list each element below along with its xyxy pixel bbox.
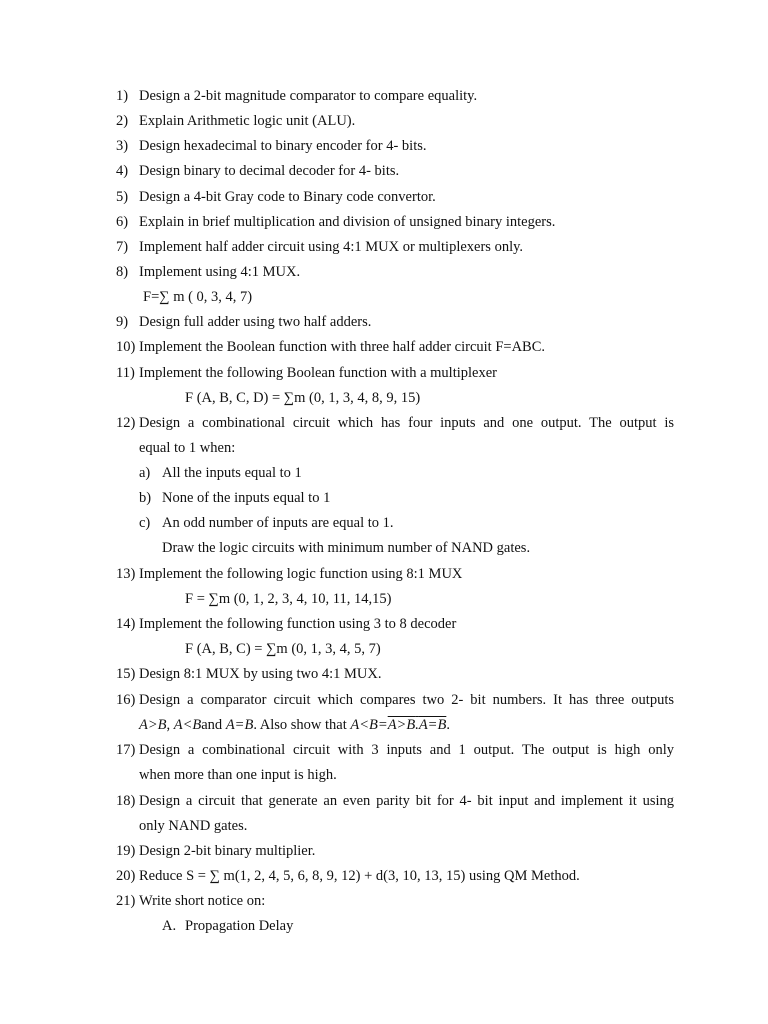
subitem-text: Propagation Delay (185, 918, 294, 934)
question-number: 1) (116, 88, 129, 104)
question-text: Write short notice on: (139, 893, 266, 909)
question-text-continued: only NAND gates. (139, 818, 248, 834)
question-14-formula (0, 637, 768, 662)
question-text: Design binary to decimal decoder for 4- bits. (139, 163, 400, 179)
question-12-continued (0, 436, 768, 461)
question-text: Design hexadecimal to binary encoder for 4- bits. (139, 138, 427, 154)
note-text: Draw the logic circuits with minimum number of NAND gates. (162, 540, 531, 556)
question-text: Design 2-bit binary multiplier. (139, 843, 316, 859)
question-number: 21) (116, 893, 136, 909)
question-19 (0, 839, 768, 864)
formula: F=∑ m ( 0, 3, 4, 7) (143, 289, 253, 305)
subitem-A (0, 914, 768, 939)
question-12-note (0, 536, 768, 561)
question-text: Reduce S = ∑ m(1, 2, 4, 5, 6, 8, 9, 12) + d(3, 10, 13, 15) using QM Method. (139, 868, 580, 884)
subitem-a (0, 461, 768, 486)
question-20 (0, 864, 768, 889)
question-text: Explain in brief multiplication and division of unsigned binary integers. (139, 214, 556, 230)
question-number: 5) (116, 189, 129, 205)
formula: F = ∑m (0, 1, 2, 3, 4, 10, 11, 14,15) (185, 591, 392, 607)
question-text: Implement the Boolean function with three half adder circuit F=ABC. (139, 339, 546, 355)
question-number: 19) (116, 843, 136, 859)
subitem-b (0, 486, 768, 511)
question-18 (0, 789, 768, 814)
question-number: 14) (116, 616, 136, 632)
question-15 (0, 662, 768, 687)
question-text: Implement the following function using 3 to 8 decoder (139, 616, 457, 632)
question-16 (0, 688, 768, 713)
question-11-formula (0, 386, 768, 411)
question-2 (0, 109, 768, 134)
question-text: Design a 4-bit Gray code to Binary code convertor. (139, 189, 436, 205)
subitem-text: All the inputs equal to 1 (162, 465, 302, 481)
question-text: Implement using 4:1 MUX. (139, 264, 301, 280)
question-text: Design 8:1 MUX by using two 4:1 MUX. (139, 666, 382, 682)
question-number: 20) (116, 868, 136, 884)
question-text: Design a combinational circuit with 3 inputs and 1 output. The output is high only (139, 742, 674, 758)
question-text-continued: equal to 1 when: (139, 440, 236, 456)
question-text: Implement the following logic function using 8:1 MUX (139, 566, 463, 582)
math-expression: A>B, A<Band A=B. Also show that A<B=A>B.A=B. (139, 717, 450, 733)
question-number: 18) (116, 793, 136, 809)
question-number: 17) (116, 742, 136, 758)
question-number: 4) (116, 163, 129, 179)
question-13 (0, 562, 768, 587)
question-number: 10) (116, 339, 136, 355)
subitem-label: c) (139, 515, 151, 531)
formula: F (A, B, C) = ∑m (0, 1, 3, 4, 5, 7) (185, 641, 381, 657)
question-6 (0, 210, 768, 235)
question-5 (0, 185, 768, 210)
question-number: 16) (116, 692, 136, 708)
subitem-text: None of the inputs equal to 1 (162, 490, 331, 506)
question-text: Implement the following Boolean function with a multiplexer (139, 365, 497, 381)
question-10 (0, 335, 768, 360)
question-number: 7) (116, 239, 129, 255)
question-number: 15) (116, 666, 136, 682)
question-16-math (0, 713, 768, 738)
question-1 (0, 84, 768, 109)
question-9 (0, 310, 768, 335)
subitem-c (0, 511, 768, 536)
question-text: Explain Arithmetic logic unit (ALU). (139, 113, 356, 129)
question-text: Design a circuit that generate an even parity bit for 4- bit input and implement it using (139, 793, 674, 809)
question-7 (0, 235, 768, 260)
question-number: 12) (116, 415, 136, 431)
question-8 (0, 260, 768, 285)
subitem-label: A. (162, 918, 177, 934)
question-text: Design a combinational circuit which has four inputs and one output. The output is (139, 415, 674, 431)
question-21 (0, 889, 768, 914)
question-18-continued (0, 814, 768, 839)
question-17 (0, 738, 768, 763)
question-number: 3) (116, 138, 129, 154)
question-number: 2) (116, 113, 129, 129)
question-number: 9) (116, 314, 129, 330)
question-text: Design full adder using two half adders. (139, 314, 372, 330)
question-number: 8) (116, 264, 129, 280)
question-4 (0, 159, 768, 184)
question-text: Design a comparator circuit which compares two 2- bit numbers. It has three outputs (139, 692, 674, 708)
question-number: 6) (116, 214, 129, 230)
question-12 (0, 411, 768, 436)
subitem-label: b) (139, 490, 152, 506)
question-8-formula (0, 285, 768, 310)
question-11 (0, 361, 768, 386)
question-14 (0, 612, 768, 637)
question-text-continued: when more than one input is high. (139, 767, 337, 783)
question-text: Implement half adder circuit using 4:1 MUX or multiplexers only. (139, 239, 524, 255)
question-number: 13) (116, 566, 136, 582)
subitem-label: a) (139, 465, 151, 481)
subitem-text: An odd number of inputs are equal to 1. (162, 515, 394, 531)
question-17-continued (0, 763, 768, 788)
question-text: Design a 2-bit magnitude comparator to compare equality. (139, 88, 478, 104)
question-3 (0, 134, 768, 159)
question-13-formula (0, 587, 768, 612)
formula: F (A, B, C, D) = ∑m (0, 1, 3, 4, 8, 9, 15) (185, 390, 421, 406)
question-number: 11) (116, 365, 135, 381)
